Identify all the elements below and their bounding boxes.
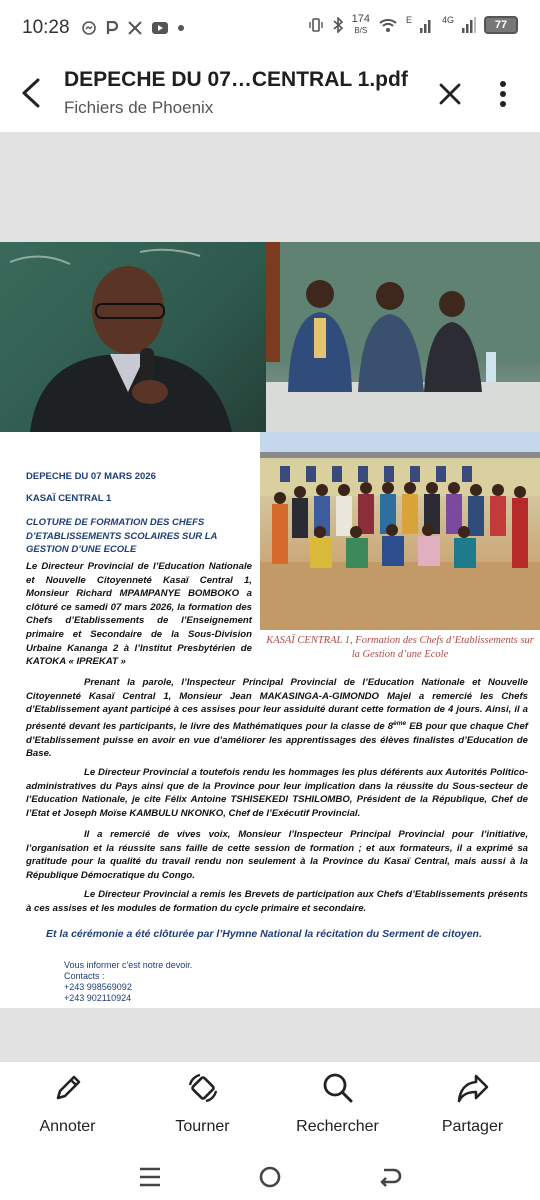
dot-icon bbox=[178, 25, 184, 31]
dispatch-date: DEPECHE DU 07 MARS 2026 bbox=[26, 471, 156, 482]
contact-label: Contacts : bbox=[64, 971, 105, 981]
network-speed-unit: B/S bbox=[354, 26, 368, 35]
search-button[interactable] bbox=[270, 1062, 405, 1154]
annotate-label: Annoter bbox=[39, 1118, 96, 1135]
bluetooth-icon bbox=[332, 17, 344, 33]
status-bar bbox=[0, 0, 540, 56]
photo-caption: KASAÏ CENTRAL 1, Formation des Chefs d’Etablissements sur la Gestion d’une Ecole bbox=[266, 635, 534, 660]
share-icon bbox=[456, 1072, 490, 1104]
network-e-label: E bbox=[405, 15, 412, 25]
pencil-icon bbox=[52, 1072, 84, 1104]
status-time: 10:28 bbox=[22, 17, 70, 38]
back-button[interactable] bbox=[14, 74, 48, 112]
photo-officials bbox=[266, 242, 540, 432]
x-icon bbox=[128, 21, 142, 35]
rotate-button[interactable] bbox=[135, 1062, 270, 1154]
menu-lines-icon bbox=[139, 1167, 161, 1187]
youtube-icon bbox=[152, 22, 168, 34]
document-source: Fichiers de Phoenix bbox=[64, 98, 214, 117]
home-circle-icon bbox=[258, 1165, 282, 1189]
home-button[interactable] bbox=[250, 1161, 290, 1193]
paragraph-1-text-a: Prenant la parole, l’Inspecteur Principal Provincial de l’Education Nationale et Nouvelle Citoyenneté Kasaï Central 1, Monsieur Jean MAKASINGA-A-GIMONDO Majel a remercié les Chefs d’Etablissement ayant participé à ces assises pour leur assiduité durant cette formation de 4 jours. Ainsi, il a présenté devant les participants, le livre des Mathématiques pour la classe de 8 bbox=[26, 677, 528, 732]
share-button[interactable] bbox=[405, 1062, 540, 1154]
close-button[interactable] bbox=[432, 76, 468, 112]
pdf-page[interactable] bbox=[0, 242, 540, 1008]
back-arrow-icon bbox=[378, 1166, 402, 1188]
signal-icon-2 bbox=[462, 17, 476, 33]
close-icon bbox=[438, 82, 462, 106]
more-options-button[interactable] bbox=[488, 76, 518, 112]
p-icon bbox=[106, 21, 118, 35]
annotate-button[interactable] bbox=[0, 1062, 135, 1154]
network-speed bbox=[352, 14, 370, 36]
paragraph-1-superscript: ème bbox=[393, 719, 407, 727]
paragraph-1 bbox=[26, 676, 528, 761]
vibrate-icon bbox=[308, 17, 324, 33]
system-navigation-bar bbox=[0, 1154, 540, 1200]
paragraph-2: Le Directeur Provincial a toutefois rendu les hommages les plus déférents aux Autorités Politico-administratives du Pays ainsi que de la Province pour leur implication dans la réussite du Sous-secteur de l’Education Nationale, je cite Félix Antoine TSHISEKEDI TSHILOMBO, Président de la République, Chef de l’Etat et Joseph Moïse KAMBULU NKONKO, Chef de l’Exécutif Provincial. bbox=[26, 767, 528, 819]
search-label: Rechercher bbox=[296, 1118, 379, 1135]
wifi-icon bbox=[378, 17, 398, 33]
battery-indicator: 77 bbox=[484, 16, 518, 34]
document-title: DEPECHE DU 07…CENTRAL 1.pdf bbox=[64, 68, 408, 91]
photo-group bbox=[260, 432, 540, 630]
bottom-toolbar bbox=[0, 1062, 540, 1154]
system-back-button[interactable] bbox=[370, 1161, 410, 1193]
messenger-icon bbox=[82, 21, 96, 35]
paragraph-1-text-b: EB pour que chaque Chef d’Etablissement puisse en avoir en vue d’améliorer les apprentissages des élèves finalistes d’Education de Base. bbox=[26, 720, 528, 760]
notification-icons bbox=[82, 21, 184, 35]
closing-line: Et la cérémonie a été clôturée par l’Hymne National la récitation du Serment de citoyen. bbox=[46, 928, 482, 940]
photo-speaker bbox=[0, 242, 266, 432]
signal-icon bbox=[420, 17, 434, 33]
paragraph-3: Il a remercié de vives voix, Monsieur l’Inspecteur Principal Provincial pour l’initiative, l’organisation et la réussite sans faille de cette session de formation ; et aux formateurs, il a exprimé sa gratitude pour la qualité du travail rendu non seulement à la Province du Kasaï Central, mais aussi à la République Démocratique du Congo. bbox=[26, 829, 528, 881]
search-icon bbox=[322, 1072, 354, 1104]
pdf-viewer[interactable] bbox=[0, 132, 540, 1062]
rotate-icon bbox=[186, 1071, 220, 1105]
recent-apps-button[interactable] bbox=[130, 1161, 170, 1193]
more-vert-icon bbox=[499, 80, 507, 108]
dispatch-region: KASAÏ CENTRAL 1 bbox=[26, 493, 112, 504]
dispatch-heading: CLOTURE DE FORMATION DES CHEFS D’ETABLISSEMENTS SCOLAIRES SUR LA GESTION D’UNE ECOLE bbox=[26, 517, 218, 556]
network-type: 4G bbox=[441, 15, 454, 25]
app-header bbox=[0, 56, 540, 132]
network-speed-value: 174 bbox=[351, 13, 370, 25]
paragraph-4: Le Directeur Provincial a remis les Brevets de participation aux Chefs d’Etablissements présents à ces assises et les modules de formation du cycle primaire et secondaire. bbox=[26, 889, 528, 914]
contact-tagline: Vous informer c'est notre devoir. bbox=[64, 960, 193, 970]
system-status bbox=[308, 14, 518, 36]
contact-phone-2: +243 902110924 bbox=[64, 993, 132, 1003]
share-label: Partager bbox=[441, 1118, 504, 1135]
rotate-label: Tourner bbox=[175, 1118, 230, 1135]
arrow-back-icon bbox=[20, 78, 42, 108]
dispatch-intro: Le Directeur Provincial de l’Education Nationale et Nouvelle Citoyenneté Kasaï Central 1, Monsieur Richard MPAMPANYE BOMBOKO a clôturé ce samedi 07 mars 2026, la formation des Chefs d’Etablissements de l’Enseignement primaire et Secondaire de la Sous-Division Urbaine Kananga 2 à l’Institut Presbytérien de KATOKA « IPREKAT » bbox=[26, 561, 252, 668]
contact-phone-1: +243 998569092 bbox=[64, 982, 132, 992]
